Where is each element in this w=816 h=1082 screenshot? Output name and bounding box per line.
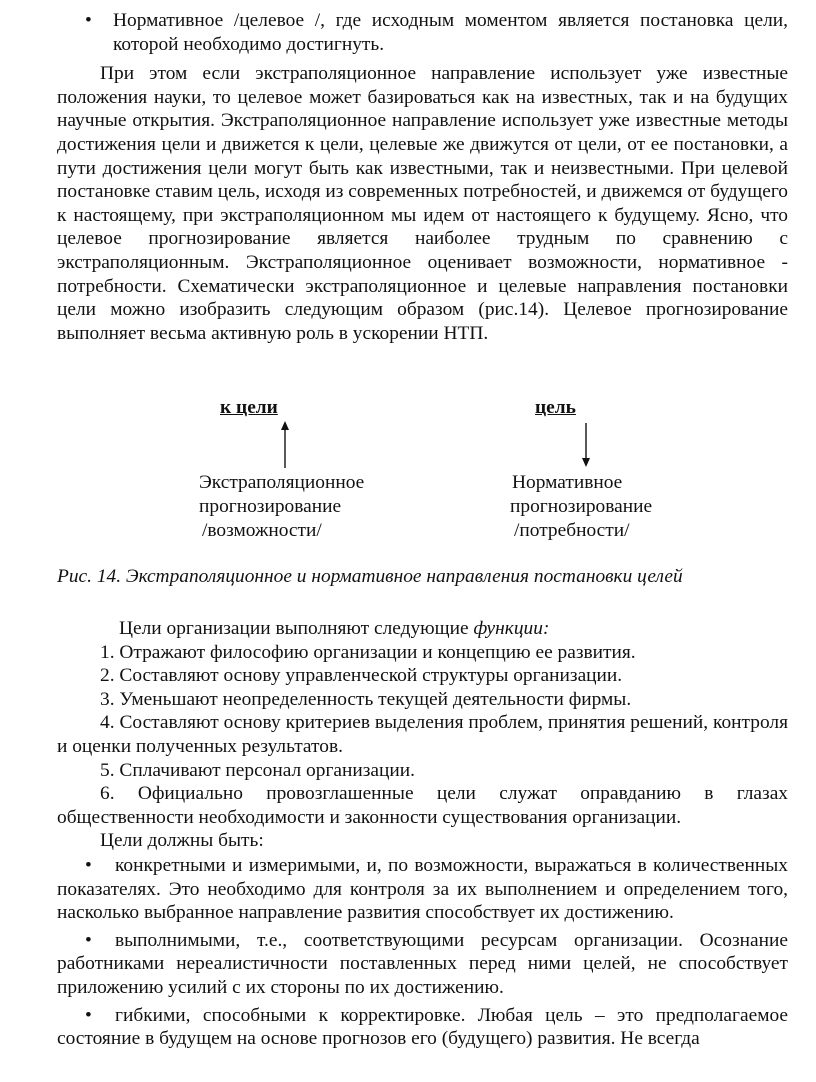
- bullet-dot-icon: •: [85, 854, 92, 876]
- function-item-2: 2. Составляют основу управленческой структуры организации.: [100, 665, 623, 687]
- function-item-5: 5. Сплачивают персонал организации.: [100, 759, 416, 781]
- function-item-1: 1. Отражают философию организации и концепцию ее развития.: [100, 641, 636, 663]
- function-item-3: 3. Уменьшают неопределенность текущей деятельности фирмы.: [100, 688, 632, 710]
- function-item-6: 6. Официально провозглашенные цели служат оправданию в глазах общественности необходимости и законности существования организации.: [57, 783, 788, 828]
- direction-diagram: [57, 397, 788, 545]
- extrapolation-line-2: прогнозирование: [199, 496, 342, 517]
- diagram-label-left: к цели: [220, 397, 278, 418]
- bullet-dot-icon: •: [85, 1004, 92, 1026]
- bullet-dot-icon: •: [85, 929, 92, 951]
- must-be-bullet-3: • гибкими, способными к корректировке. Любая цель – это предполагаемое состояние в будущем на основе прогнозов его (будущего) развития. Не всегда: [57, 1004, 788, 1050]
- extrapolation-line-3: /возможности/: [202, 520, 322, 541]
- must-be-bullet-2: • выполнимыми, т.е., соответствующими ресурсам организации. Осознание работниками нереалистичности поставленных перед ними целей, не способствует приложению усилий с их стороны по их достижению.: [57, 929, 788, 998]
- normative-label-block: [510, 471, 652, 543]
- bullet-normative: [57, 9, 788, 56]
- functions-section: [57, 617, 788, 1051]
- document-page: [57, 0, 788, 345]
- extrapolation-label-block: [199, 471, 364, 543]
- normative-line-2: прогнозирование: [510, 496, 653, 517]
- bullet-dot-icon: •: [85, 10, 92, 31]
- diagram-label-right: цель: [535, 397, 576, 418]
- function-item-4: 4. Составляют основу критериев выделения проблем, принятия решений, контроля и оценки полученных результатов.: [57, 712, 788, 757]
- must-be-bullet-1: • конкретными и измеримыми, и, по возможности, выражаться в количественных показателях. Это необходимо для контроля за их выполнением и определением того, насколько выбранное направление развития способствует их достижению.: [57, 854, 788, 924]
- bullet-normative-text: Нормативное /целевое /, где исходным моментом является постановка цели, которой необходимо достигнуть.: [113, 10, 788, 55]
- figure-caption: Рис. 14. Экстраполяционное и нормативное направления постановки целей: [57, 566, 683, 587]
- normative-line-3: /потребности/: [514, 520, 630, 541]
- functions-intro-italic: функции:: [473, 618, 550, 639]
- must-be-title: Цели должны быть:: [100, 830, 264, 852]
- normative-line-1: Нормативное: [512, 472, 623, 493]
- functions-intro: Цели организации выполняют следующие функции:: [119, 618, 550, 639]
- extrapolation-line-1: Экстраполяционное: [199, 472, 365, 493]
- up-arrow-icon: [277, 421, 293, 469]
- paragraph-extrapolation: При этом если экстраполяционное направление использует уже известные положения науки, то целевое может базироваться как на известных, так и на будущих научные открытия. Экстраполяционное направление использует уже известные методы достижения цели и движется к цели, целевые же движутся от цели, от ее постановки, а пути достижения цели могут быть как известными, так и неизвестными. При целевой постановке ставим цель, исходя из современных потребностей, и движемся от будущего к настоящему, при экстраполяционном мы идем от настоящего к будущему. Ясно, что целевое прогнозирование является наиболее трудным по сравнению с экстраполяционным. Экстраполяционное оценивает возможности, нормативное - потребности. Схематически экстраполяционное и целевые направления постановки цели можно изобразить следующим образом (рис.14). Целевое прогнозирование выполняет весьма активную роль в ускорении НТП.: [57, 63, 788, 344]
- down-arrow-icon: [578, 423, 594, 467]
